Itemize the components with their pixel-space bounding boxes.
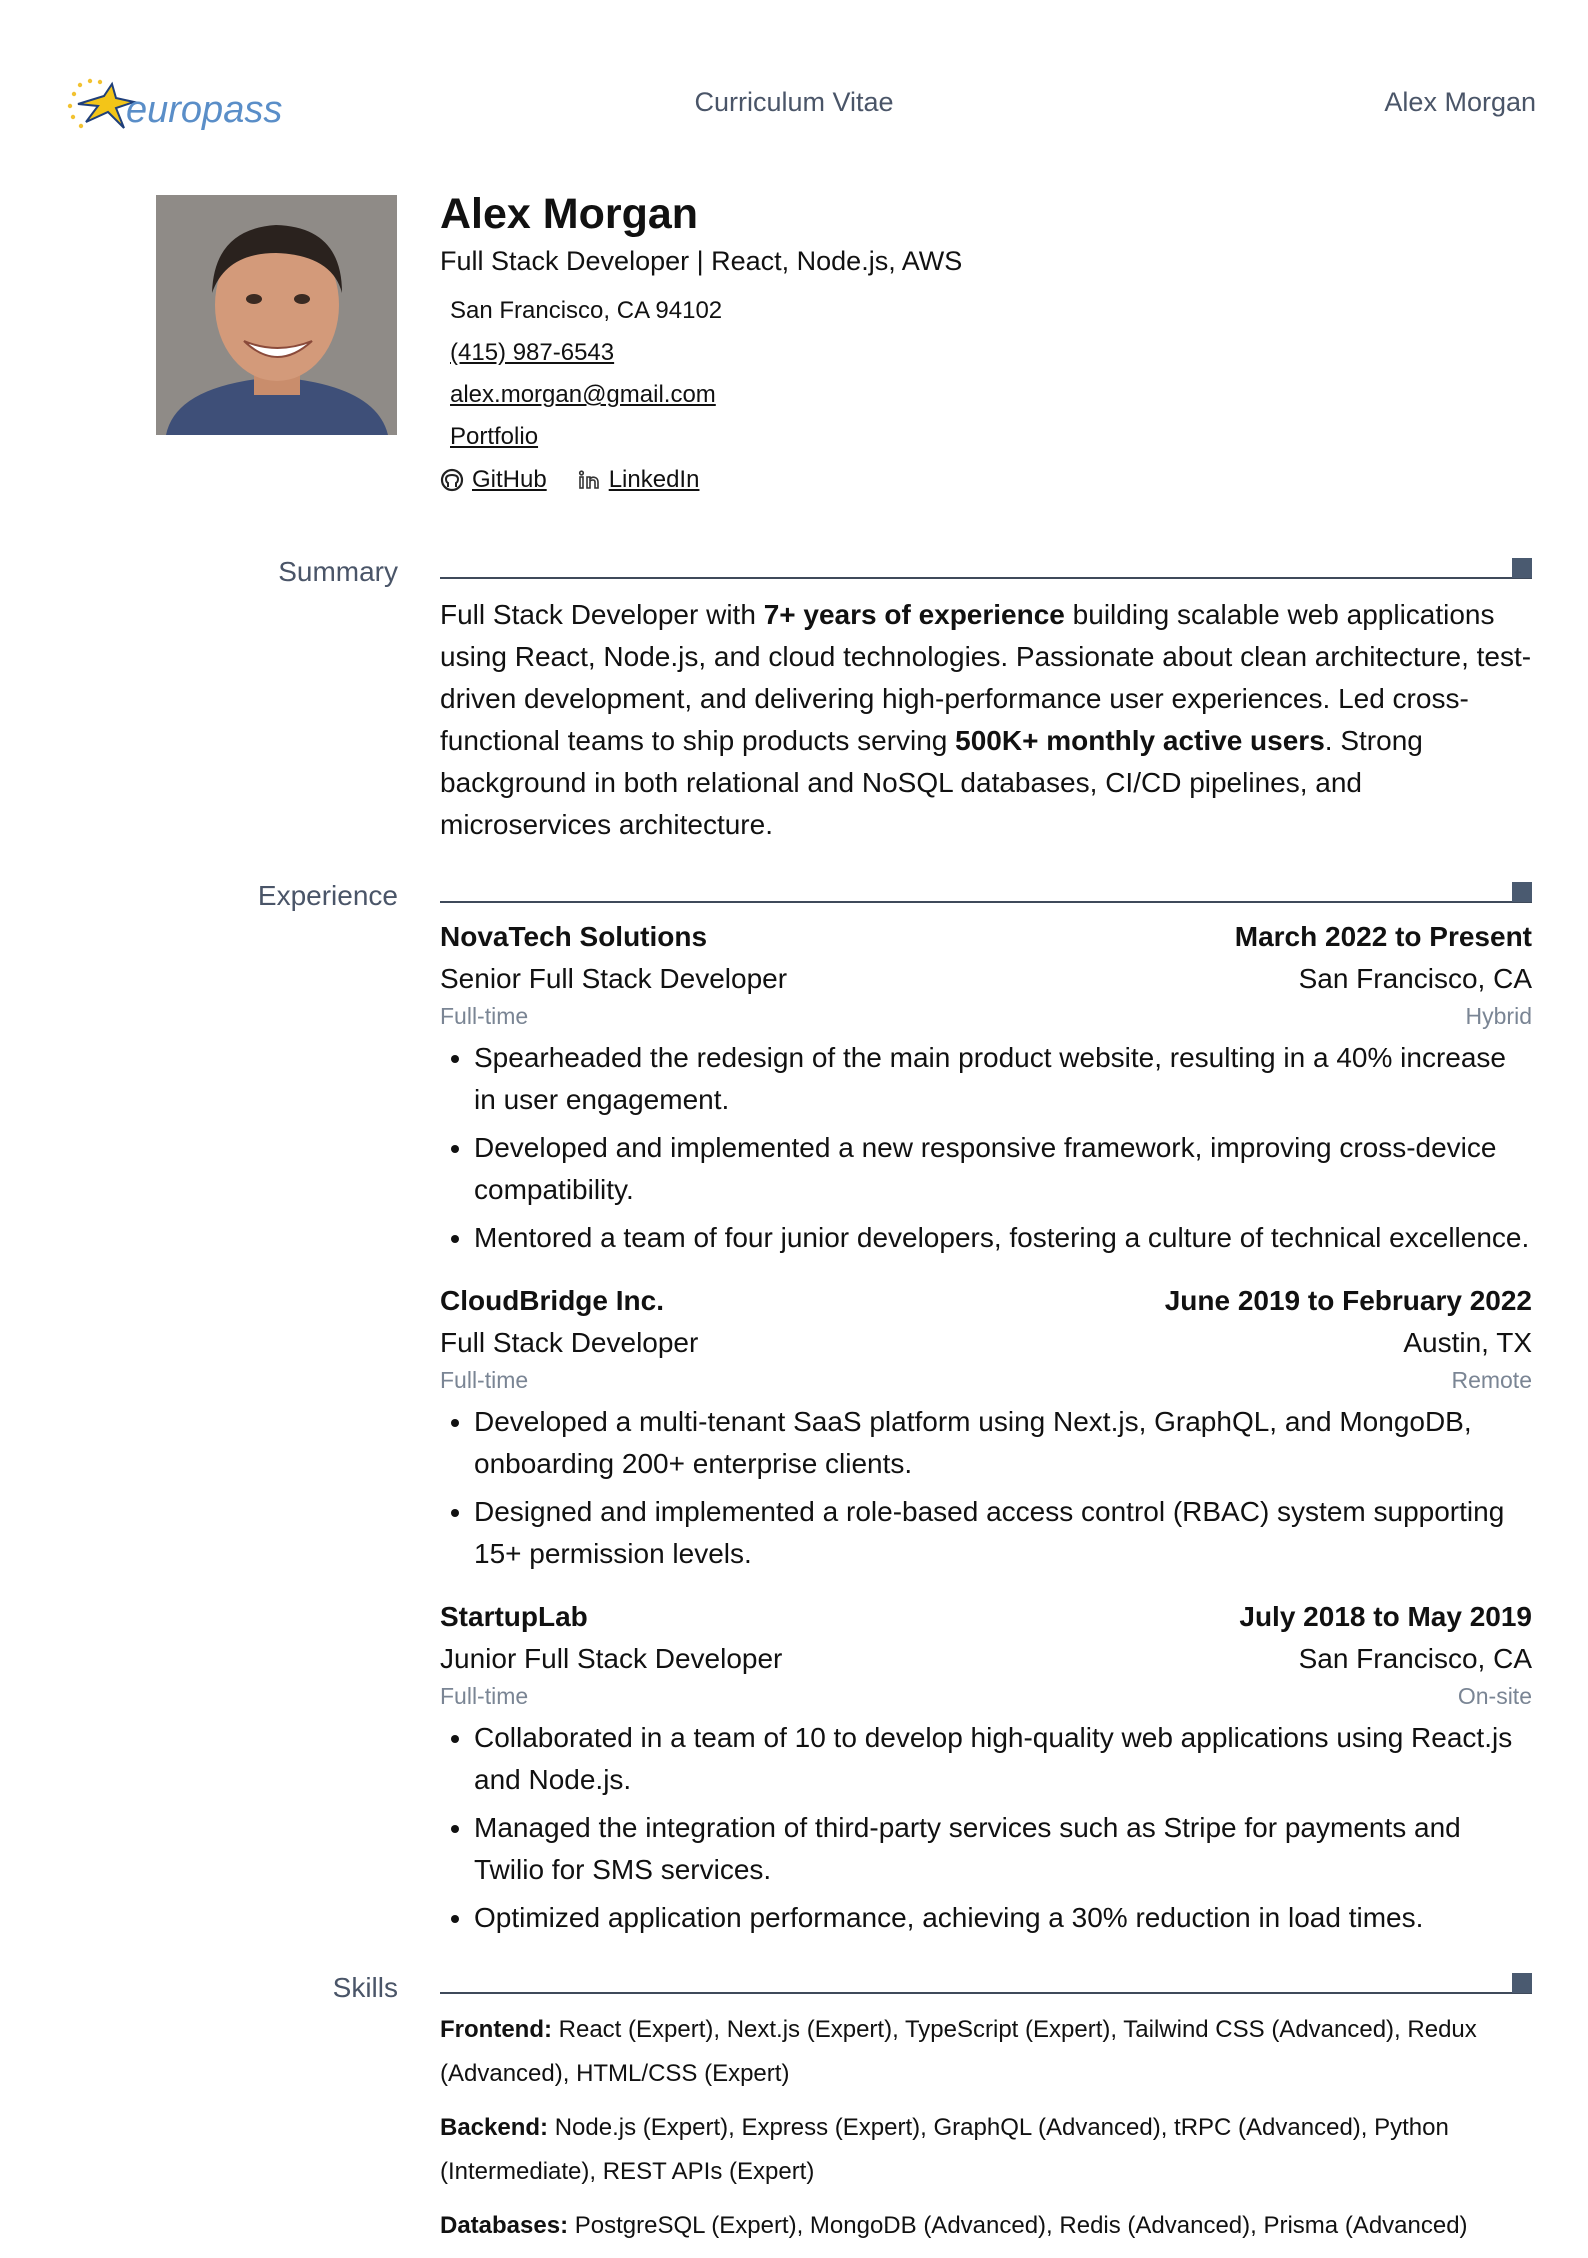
contact-info (450, 290, 962, 458)
linkedin-link[interactable]: LinkedIn (608, 466, 700, 493)
skills-divider-marker (1512, 1973, 1532, 1993)
social-links (440, 466, 962, 494)
job-bullets (440, 1717, 1532, 1939)
summary-divider (440, 577, 1532, 579)
job-role: Full Stack Developer (440, 1327, 699, 1358)
job-bullet: • Designed and implemented a role-based access control (RBAC) system supporting 15+ permission levels. (474, 1491, 1532, 1575)
job-bullet: • Managed the integration of third-party services such as Stripe for payments and Twilio for SMS services. (474, 1807, 1532, 1891)
skills-divider (440, 1992, 1532, 1994)
job-bullet: • Optimized application performance, achieving a 30% reduction in load times. (474, 1897, 1532, 1939)
skill-group-databases: Databases: PostgreSQL (Expert), MongoDB (Advanced), Redis (Advanced), Prisma (Advanced) (440, 2212, 1468, 2239)
job-location: San Francisco, CA (1298, 963, 1532, 994)
skills-list (440, 2008, 1532, 2258)
job-bullet: • Mentored a team of four junior developers, fostering a culture of technical excellence. (474, 1217, 1532, 1259)
job-bullets (440, 1401, 1532, 1575)
page-header (0, 70, 1588, 140)
document-title: Curriculum Vitae (694, 87, 894, 117)
job-company: CloudBridge Inc. (440, 1285, 664, 1316)
job-dates: June 2019 to February 2022 (1164, 1285, 1532, 1316)
job-role: Junior Full Stack Developer (440, 1643, 783, 1674)
candidate-name: Alex Morgan (440, 190, 699, 238)
job-bullets (440, 1037, 1532, 1259)
experience-heading: Experience (257, 880, 398, 911)
summary-heading: Summary (278, 556, 398, 587)
job-work-mode: On-site (1457, 1683, 1532, 1709)
job-company: NovaTech Solutions (440, 921, 708, 952)
github-icon (440, 468, 464, 492)
job-location: San Francisco, CA (1298, 1643, 1532, 1674)
logo-text: europass (126, 89, 283, 131)
job-work-mode: Remote (1451, 1367, 1532, 1393)
job-dates: March 2022 to Present (1234, 921, 1532, 952)
portfolio-link[interactable]: Portfolio (450, 423, 539, 450)
profile-photo (156, 195, 397, 435)
job-location: Austin, TX (1403, 1327, 1532, 1358)
header-person-name: Alex Morgan (1384, 87, 1536, 117)
job-company: StartupLab (440, 1601, 588, 1632)
job-bullet: • Developed a multi-tenant SaaS platform using Next.js, GraphQL, and MongoDB, onboarding 200+ enterprise clients. (474, 1401, 1532, 1485)
job-bullet: • Developed and implemented a new responsive framework, improving cross-device compatibility. (474, 1127, 1532, 1211)
experience-divider-marker (1512, 882, 1532, 902)
github-link[interactable]: GitHub (472, 466, 547, 493)
experience-divider (440, 901, 1532, 903)
job-type: Full-time (440, 1003, 529, 1029)
job-role: Senior Full Stack Developer (440, 963, 788, 994)
job-entry (440, 1281, 1532, 1581)
address-text: San Francisco, CA 94102 (450, 297, 723, 324)
job-entry (440, 1597, 1532, 1945)
summary-text: Full Stack Developer with 7+ years of experience building scalable web applications using React, Node.js, and cloud technologies. Passionate about clean architecture, test-driven development, and delivering high-performance user experiences. Led cross-functional teams to ship products serving 500K+ monthly active users. Strong background in both relational and NoSQL databases, CI/CD pipelines, and microservices architecture. (440, 599, 1532, 840)
job-work-mode: Hybrid (1465, 1003, 1532, 1029)
job-bullet: • Collaborated in a team of 10 to develop high-quality web applications using React.js and Node.js. (474, 1717, 1532, 1801)
email-link[interactable]: alex.morgan@gmail.com (450, 381, 716, 408)
skill-group-frontend: Frontend: React (Expert), Next.js (Expert), TypeScript (Expert), Tailwind CSS (Advanced), Redux (Advanced), HTML/CSS (Expert) (440, 2016, 1477, 2087)
candidate-headline: Full Stack Developer | React, Node.js, AWS (440, 246, 963, 276)
summary-divider-marker (1512, 558, 1532, 578)
identity-block (440, 188, 962, 494)
job-type: Full-time (440, 1367, 529, 1393)
job-bullet: • Spearheaded the redesign of the main product website, resulting in a 40% increase in user engagement. (474, 1037, 1532, 1121)
job-type: Full-time (440, 1683, 529, 1709)
job-entry (440, 917, 1532, 1265)
phone-link[interactable]: (415) 987-6543 (450, 339, 615, 366)
skill-group-backend: Backend: Node.js (Expert), Express (Expert), GraphQL (Advanced), tRPC (Advanced), Python (Intermediate), REST APIs (Expert) (440, 2114, 1449, 2185)
summary-body (440, 594, 1532, 846)
linkedin-icon (577, 468, 601, 492)
job-dates: July 2018 to May 2019 (1239, 1601, 1532, 1632)
skills-heading: Skills (332, 1972, 398, 2003)
